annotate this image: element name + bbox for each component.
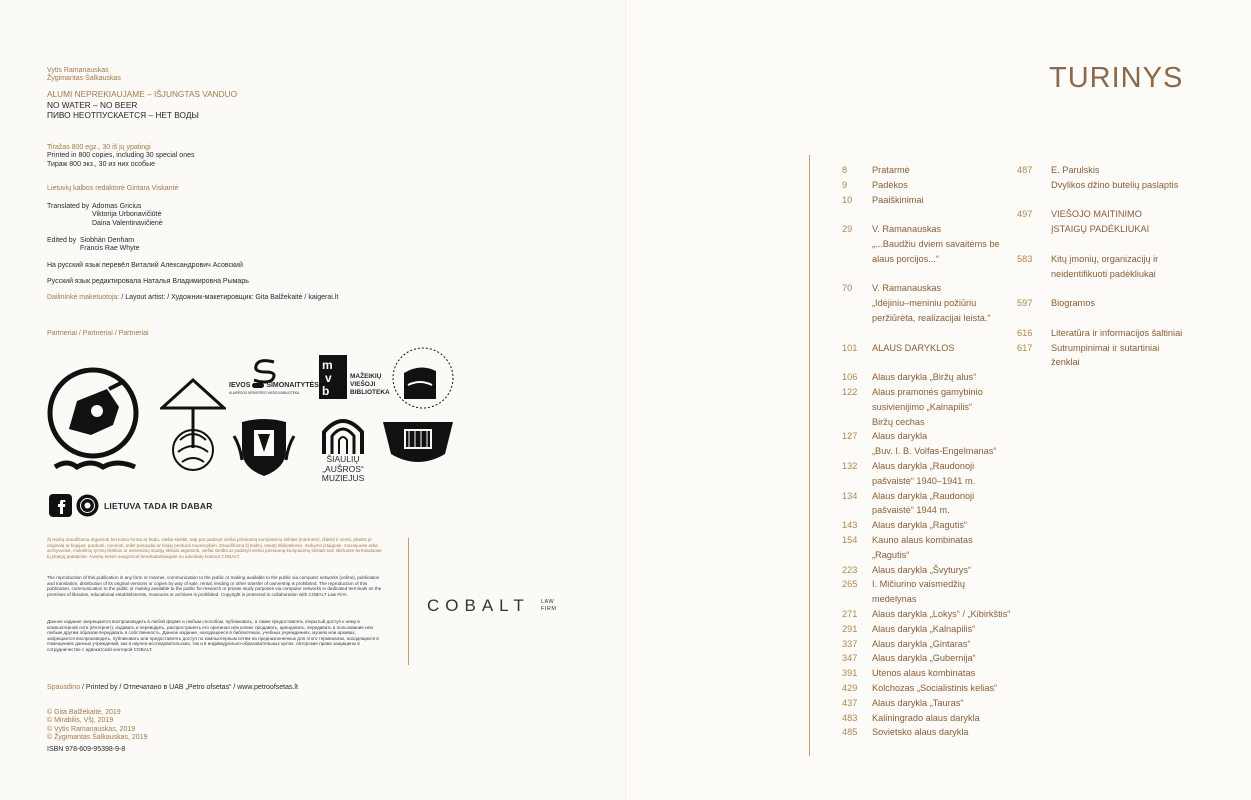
toc-rule	[809, 155, 810, 756]
toc-entry-line: ženklai	[1051, 357, 1080, 368]
toc-entry-line: Kolchozas „Socialistinis kelias“	[872, 683, 998, 693]
toc-page-number: 291	[842, 623, 858, 634]
toc-entry-title[interactable]	[872, 637, 971, 652]
toc-entry-title[interactable]	[1051, 207, 1149, 237]
toc-entry-line: „Idėjiniu–meniniu požiūriu	[872, 298, 977, 309]
lt-editor: Lietuvių kalbos redaktorė Gintara Viskantė	[47, 185, 179, 192]
toc-entry-line: Utenos alaus kombinatas	[872, 668, 976, 679]
toc-entry-title[interactable]	[872, 563, 971, 578]
toc-page-number: 143	[842, 520, 858, 531]
toc-entry-line: Padėkos	[872, 179, 908, 190]
toc-page-number: 391	[842, 668, 858, 679]
toc-entry-title[interactable]	[872, 681, 997, 696]
toc-entry-line: I. Mičiurino vaismedžių	[872, 579, 965, 590]
toc-entry-title[interactable]	[872, 222, 1000, 266]
toc-entry-title[interactable]	[872, 489, 974, 519]
toc-entry-line: peržiūrėta, realizacijai leista.“	[872, 312, 991, 323]
toc-entry-line: susivienijimo „Kalnapilis“	[872, 401, 973, 412]
toc-entry-line: Alaus darykla „Raudonoji	[872, 490, 975, 501]
print-run-en: Printed in 800 copies, including 30 special ones	[47, 152, 195, 160]
toc-page-number: 485	[842, 727, 858, 738]
toc-entry-line: ALAUS DARYKLOS	[872, 342, 955, 353]
translated-by-label: Translated by	[47, 203, 90, 210]
print-run-ru: Тираж 800 экз., 30 из них особые	[47, 160, 155, 168]
title-en: NO WATER – NO BEER	[47, 99, 138, 110]
ievos-s-icon	[250, 358, 280, 384]
ru-translator: На русский язык перевёл Виталий Александрович Асовский	[47, 262, 243, 269]
toc-entry-title[interactable]	[872, 193, 924, 208]
museum-badge-logo	[381, 418, 455, 470]
toc-entry-title[interactable]	[872, 429, 996, 459]
toc-page-number: 487	[1017, 165, 1033, 175]
heraldic-shield-logo	[232, 416, 296, 478]
toc-entry-line: Biržų cechas	[872, 416, 925, 427]
toc-page-number: 483	[842, 712, 858, 723]
toc-entry-line: medelynas	[872, 594, 917, 605]
printed-label: Spausdino	[47, 684, 81, 691]
translator-2: Viktorija Urbonavičiūtė	[92, 211, 162, 219]
authors	[47, 67, 121, 84]
svg-text:b: b	[322, 384, 330, 398]
ievos-dot-icon	[252, 383, 264, 388]
toc-entry-title[interactable]	[872, 725, 969, 740]
toc-entry-line: VIEŠOJO MAITINIMO	[1051, 209, 1142, 220]
toc-entry-title[interactable]	[1051, 296, 1095, 311]
mazeikiu-line-2: VIEŠOJI	[350, 381, 376, 388]
lietuva-badge-icon	[76, 494, 99, 517]
toc-entry-title[interactable]	[872, 666, 975, 681]
toc-page-number: 154	[842, 535, 858, 545]
toc-entry-line: Biogramos	[1051, 298, 1095, 309]
legal-en: The reproduction of this publication in any form or manner, communication to the public or making available to the public via computer networks (online), publication and translation, distribution of its original versions or copies by way of sale, rental, lending or other transfer of ownership is prohibited. The reproduction of this publication, communication to the public or making available to the public for research or private study purposes via computer networks in dedicated terminals on the premises of libraries, educational establishments, museums or archives is prohibited. Copyright is protected in collaboration with COBALT Law Firm.	[47, 575, 382, 597]
toc-entry-line: Alaus darykla „Raudonoji	[872, 461, 975, 471]
toc-entry-line: Alaus darykla	[872, 431, 928, 442]
simonaitytes-text: SIMONAITYTĖS	[266, 382, 319, 389]
siauliu-label	[305, 455, 381, 484]
toc-entry-title[interactable]	[872, 533, 973, 563]
toc-page-number: 29	[842, 224, 853, 235]
svg-text:v: v	[325, 371, 332, 385]
ievos-text: IEVOS	[229, 382, 251, 389]
toc-entry-title[interactable]	[872, 711, 980, 726]
toc-page-number: 497	[1017, 209, 1033, 220]
toc-entry-title[interactable]	[872, 622, 975, 637]
tunguska-logo	[47, 367, 141, 475]
cobalt-sub	[541, 599, 556, 612]
svg-text:m: m	[322, 358, 333, 372]
toc-page-number: 347	[842, 653, 858, 664]
cobalt-sub-1: LAW	[541, 599, 555, 605]
editors	[80, 237, 140, 254]
toc-page-number: 271	[842, 609, 858, 619]
mazeikiu-line-1: MAŽEIKIŲ	[350, 373, 382, 380]
mazeikiu-label	[350, 373, 390, 397]
toc-entry-line: ĮSTAIGŲ PADĖKLIUKAI	[1051, 224, 1150, 235]
mvb-logo	[319, 355, 347, 399]
toc-entry-line: E. Parulskis	[1051, 165, 1100, 175]
toc-entry-line: Kaliningrado alaus darykla	[872, 712, 980, 723]
toc-entry-title[interactable]	[872, 459, 975, 489]
toc-entry-title[interactable]	[872, 518, 967, 533]
editor-1: Siobhán Denham	[80, 237, 135, 244]
toc-entry-line: alaus porcijos...“	[872, 253, 939, 264]
toc-page-number: 70	[842, 283, 853, 294]
toc-page-number: 122	[842, 387, 858, 397]
toc-entry-title[interactable]	[872, 281, 990, 325]
translators	[92, 203, 163, 228]
toc-page-number: 583	[1017, 253, 1033, 264]
toc-entry-line: Alaus darykla „Kalnapilis“	[872, 623, 976, 634]
toc-page-number: 437	[842, 697, 858, 708]
cobalt-divider	[408, 538, 409, 665]
partners-label: Partneriai / Partneriai / Partneriai	[47, 330, 149, 337]
translator-3: Daina Valentinavičienė	[92, 219, 163, 227]
copyright-1: © Gita Balžekaitė, 2019	[47, 709, 121, 716]
toc-entry-title[interactable]	[872, 178, 908, 193]
printed-rest: / Printed by / Отпечатано в UAB „Petro ofsetas“ / www.petroofsetas.lt	[82, 684, 298, 691]
toc-entry-line: „Ragutis“	[872, 549, 910, 560]
author-2: Žygimantas Šalkauskas	[47, 75, 121, 83]
toc-entry-line: Alaus darykla „Ragutis“	[872, 520, 967, 531]
toc-entry-line: Alaus darykla „Lokys“ / „Kibirkštis“	[872, 609, 1011, 619]
toc-entry-line: neidentifikuoti padėkliukai	[1051, 268, 1156, 279]
translator-1: Adomas Gricius	[92, 203, 142, 210]
printed-by	[47, 684, 298, 692]
facebook-icon[interactable]	[49, 494, 72, 517]
toc-entry-line: Alaus pramonės gamybinio	[872, 387, 983, 397]
cobalt-sub-2: FIRM	[541, 605, 557, 612]
title-lt: ALUMI NEPREKIAUJAME – IŠJUNGTAS VANDUO	[47, 89, 238, 99]
toc-page-number: 265	[842, 579, 858, 590]
cobalt-logo: COBALT	[427, 596, 530, 615]
isbn: ISBN 978-609-95398-9-8	[47, 746, 126, 753]
crest-logo	[160, 378, 226, 472]
toc-page-number: 101	[842, 342, 858, 353]
layout-artist	[47, 294, 338, 302]
toc-page-number: 106	[842, 372, 858, 383]
toc-entry-line: Paaiškinimai	[872, 194, 924, 205]
toc-entry-line: Alaus darykla „Tauras“	[872, 697, 964, 708]
toc-entry-line: pašvaistė“ 1940–1941 m.	[872, 475, 976, 486]
layout-label: Dailininkė maketuotoja:	[47, 294, 120, 301]
toc-entry-line: Alaus darykla „Gintaras“	[872, 638, 971, 649]
layout-rest: / Layout artist: / Художник-макетировщик: Gita Balžekaitė / kaigerai.lt	[121, 294, 339, 301]
round-library-seal-logo	[390, 345, 456, 411]
toc-entry-line: Alaus darykla „Gubernija“	[872, 653, 976, 664]
legal-lt: Šį leidinį draudžiama atgaminti bet kokia forma ar būdu, viešai skelbti, taip pat padaryti viešai prieinamą kompiuterių tinklais (internete), išleisti ir versti, platinti jo originalą ar kopijas: parduoti, nuomoti, teikti panaudai ar kitaip perduoti nuosavybėn. Draudžiama šį leidinį, esantį bibliotekose, mokymo įstaigose, muziejuose arba archyvuose, mokslinių tyrimų tiksliais ar asmeninių studijų tikslais atgaminti, viešai skelbti ar padaryti viešai prieinamą kompiuterių tinklais tam skirtuose terminaluose tų įstaigų patalpose. Autorių teisės saugomos bendradarbiaujant su advokatų kontora COBALT.	[47, 537, 382, 559]
editor-2: Francis Rae Whyte	[80, 245, 140, 253]
toc-page-number: 337	[842, 638, 858, 649]
toc-entry-line: Sovietsko alaus darykla	[872, 727, 969, 738]
toc-entry-line: V. Ramanauskas	[872, 283, 942, 294]
toc-page-number: 127	[842, 431, 858, 442]
toc-entry-title[interactable]	[872, 607, 1010, 622]
toc-page-number: 597	[1017, 298, 1033, 309]
ievos-sub: KLAIPĖDOS APSKRITIES VIEŠOJI BIBLIOTEKA	[229, 391, 300, 395]
toc-entry-title[interactable]	[1051, 341, 1159, 371]
toc-entry-line: Kauno alaus kombinatas	[872, 535, 973, 545]
toc-page-number: 9	[842, 179, 848, 190]
edited-by-label: Edited by	[47, 237, 77, 244]
copyrights	[47, 709, 148, 743]
ru-editor: Русский язык редактировала Наталья Владимировна Рымарь	[47, 278, 249, 285]
toc-entry-title[interactable]	[872, 696, 963, 711]
toc-entry-title[interactable]	[872, 577, 965, 607]
toc-entry-title[interactable]	[872, 651, 976, 666]
toc-entry-line: Kitų įmonių, organizacijų ir	[1051, 253, 1159, 264]
ausros-muziejus-icon	[320, 414, 366, 454]
toc-entry-line: Alaus darykla „Švyturys“	[872, 564, 972, 575]
toc-entry-title[interactable]	[872, 370, 976, 385]
toc-entry-line: Literatūra ir informacijos šaltiniai	[1051, 327, 1183, 338]
toc-entry-line: Alaus darykla „Biržų alus“	[872, 372, 977, 383]
toc-page-number: 429	[842, 683, 858, 693]
toc-title: TURINYS	[1049, 62, 1184, 94]
book-titles	[47, 89, 237, 121]
toc-entry-line: „...Baudžiu dviem savaitėms be	[872, 238, 1000, 249]
toc-entry-title[interactable]	[1051, 163, 1178, 193]
toc-page-number: 134	[842, 490, 858, 501]
toc-entry-line: Sutrumpinimai ir sutartiniai	[1051, 342, 1160, 353]
siauliu-line-2: MUZIEJUS	[321, 473, 365, 483]
copyright-3: © Vytis Ramanauskas, 2019	[47, 725, 136, 733]
mazeikiu-line-3: BIBLIOTEKA	[350, 389, 390, 396]
toc-entry-line: V. Ramanauskas	[872, 224, 942, 235]
copyright-2: © Mirabilis, VšĮ, 2019	[47, 717, 114, 725]
toc-page-number: 617	[1017, 342, 1033, 353]
toc-entry-title[interactable]	[872, 341, 955, 356]
social-label: LIETUVA TADA IR DABAR	[104, 501, 213, 511]
toc-page-number: 8	[842, 165, 848, 175]
legal-ru: Данное издание запрещается воспроизводить в любой форме и любым способом, публиковать, а также предоставлять открытый доступ к нему в компьютерной сети (Интернет), издавать и переводить, распространять его оригинал или копии: продавать, арендовать, передавать в пользование или любым другим образом передавать в собственность. Данное издание, находящееся в библиотеках, учебных учреждениях, музеях или архивах, запрещается воспроизводить, публиковать или предоставлять доступ по компьютерным сетям на предназначенных для этого терминалах, находящихся в помещениях данных учреждений, как в научно-исследовательских, так и в индивидуально-образовательных целях. Авторские права защищены в сотрудничестве с адвокатской конторой COBALT.	[47, 619, 379, 652]
title-ru: ПИВО НЕОТПУСКАЕТСЯ – НЕТ ВОДЫ	[47, 110, 199, 120]
toc-page-number: 616	[1017, 327, 1033, 338]
toc-page-number: 223	[842, 564, 858, 575]
print-run-lt: Tiražas 800 egz., 30 iš jų ypatingi	[47, 144, 151, 151]
toc-entry-title[interactable]	[872, 163, 910, 178]
toc-page-number: 132	[842, 461, 858, 471]
toc-entry-line: Dvylikos džino butelių paslaptis	[1051, 179, 1179, 190]
toc-entry-line: Pratarmė	[872, 165, 910, 175]
toc-entry-title[interactable]	[872, 385, 983, 429]
toc-entry-line: pašvaistė“ 1944 m.	[872, 505, 950, 516]
print-run	[47, 144, 195, 169]
ievos-label	[229, 382, 319, 390]
copyright-4: © Žygimantas Šalkauskas, 2019	[47, 734, 148, 742]
toc-entry-title[interactable]	[1051, 326, 1182, 341]
toc-entry-line: „Buv. I. B. Volfas-Engelmanas“	[872, 446, 997, 457]
toc-entry-title[interactable]	[1051, 252, 1158, 282]
siauliu-line-1: ŠIAULIŲ „AUŠROS“	[322, 454, 364, 474]
author-1: Vytis Ramanauskas	[47, 67, 109, 74]
toc-page-number: 10	[842, 194, 853, 205]
